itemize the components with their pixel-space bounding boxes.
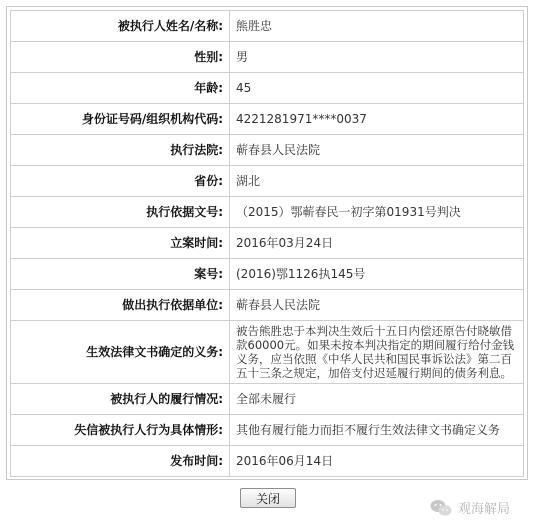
table-row	[11, 228, 524, 259]
wechat-icon	[430, 499, 452, 517]
row-label-publish-date: 发布时间:	[11, 446, 230, 477]
row-label-performance: 被执行人的履行情况:	[11, 384, 230, 415]
row-value-age: 45	[230, 73, 524, 104]
row-label-id-number: 身份证号码/组织机构代码:	[11, 104, 230, 135]
row-value-case-number: (2016)鄂1126执145号	[230, 259, 524, 290]
table-row	[11, 197, 524, 228]
table-row	[11, 135, 524, 166]
row-label-age: 年龄:	[11, 73, 230, 104]
table-row	[11, 166, 524, 197]
row-value-court: 蕲春县人民法院	[230, 135, 524, 166]
watermark-text: 观海解局	[458, 502, 511, 517]
row-value-basis-unit: 蕲春县人民法院	[230, 290, 524, 321]
table-row	[11, 42, 524, 73]
row-value-province: 湖北	[230, 166, 524, 197]
row-label-province: 省份:	[11, 166, 230, 197]
row-value-basis-number: （2015）鄂蕲春民一初字第01931号判决	[230, 197, 524, 228]
row-label-basis-number: 执行依据文号:	[11, 197, 230, 228]
row-label-obligation: 生效法律文书确定的义务:	[11, 321, 230, 384]
row-label-name: 被执行人姓名/名称:	[11, 11, 230, 42]
row-value-performance: 全部未履行	[230, 384, 524, 415]
table-row	[11, 384, 524, 415]
row-value-obligation: 被告熊胜忠于本判决生效后十五日内偿还原告付晓敏借款60000元。如果未按本判决指定的期间履行给付金钱义务，应当依照《中华人民共和国民事诉讼法》第二百五十三条之规定，加倍支付迟延履行期间的债务利息。	[230, 321, 524, 384]
table-row	[11, 104, 524, 135]
watermark	[430, 498, 510, 517]
row-value-filing-date: 2016年03月24日	[230, 228, 524, 259]
row-label-basis-unit: 做出执行依据单位:	[11, 290, 230, 321]
table-row	[11, 290, 524, 321]
table-row	[11, 446, 524, 477]
row-value-dishonest-behavior: 其他有履行能力而拒不履行生效法律文书确定义务	[230, 415, 524, 446]
table-row	[11, 73, 524, 104]
row-value-name: 熊胜忠	[230, 11, 524, 42]
table-row	[11, 259, 524, 290]
row-label-dishonest-behavior: 失信被执行人行为具体情形:	[11, 415, 230, 446]
close-button[interactable]: 关闭	[240, 488, 296, 508]
row-value-gender: 男	[230, 42, 524, 73]
table-row	[11, 321, 524, 384]
row-value-id-number: 4221281971****0037	[230, 104, 524, 135]
executee-info-table	[10, 10, 524, 477]
table-row	[11, 11, 524, 42]
row-label-case-number: 案号:	[11, 259, 230, 290]
row-label-gender: 性别:	[11, 42, 230, 73]
row-label-filing-date: 立案时间:	[11, 228, 230, 259]
table-row	[11, 415, 524, 446]
row-value-publish-date: 2016年06月14日	[230, 446, 524, 477]
info-panel	[6, 6, 528, 480]
row-label-court: 执行法院:	[11, 135, 230, 166]
